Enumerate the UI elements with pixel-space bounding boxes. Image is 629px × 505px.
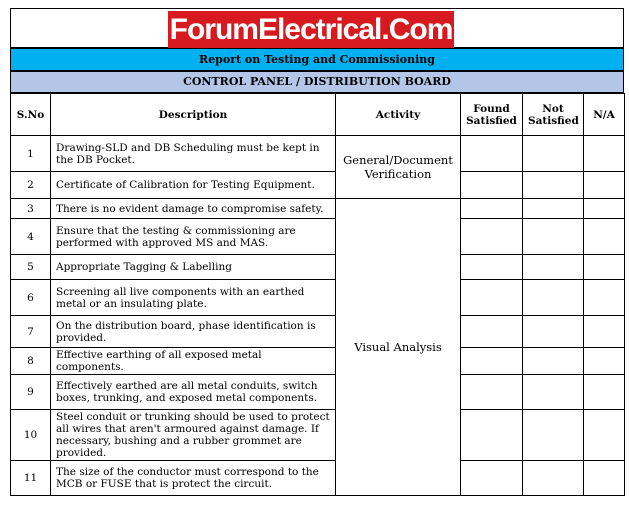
not-satisfied-cell[interactable] xyxy=(523,316,584,348)
not-satisfied-cell[interactable] xyxy=(523,136,584,172)
table-row xyxy=(11,410,625,461)
na-cell[interactable] xyxy=(584,348,625,375)
row-number: 2 xyxy=(11,172,51,199)
found-satisfied-cell[interactable] xyxy=(461,219,523,255)
row-number: 5 xyxy=(11,255,51,280)
table-row xyxy=(11,280,625,316)
row-description: On the distribution board, phase identification is provided. xyxy=(51,316,336,348)
activity-visual-analysis: Visual Analysis xyxy=(336,199,461,496)
header-activity: Activity xyxy=(336,94,461,136)
row-description: Drawing-SLD and DB Scheduling must be kept in the DB Pocket. xyxy=(51,136,336,172)
na-cell[interactable] xyxy=(584,199,625,219)
header-sno: S.No xyxy=(11,94,51,136)
row-description: Effectively earthed are all metal conduits, switch boxes, trunking, and exposed metal components. xyxy=(51,375,336,410)
row-number: 10 xyxy=(11,410,51,461)
header-found-satisfied: Found Satisfied xyxy=(461,94,523,136)
forum-electrical-logo: ForumElectrical.Com xyxy=(168,11,454,49)
found-satisfied-cell[interactable] xyxy=(461,461,523,496)
header-row xyxy=(11,94,625,136)
not-satisfied-cell[interactable] xyxy=(523,219,584,255)
table-row xyxy=(11,199,625,219)
row-number: 4 xyxy=(11,219,51,255)
row-description: Ensure that the testing & commissioning are performed with approved MS and MAS. xyxy=(51,219,336,255)
na-cell[interactable] xyxy=(584,461,625,496)
not-satisfied-cell[interactable] xyxy=(523,348,584,375)
table-row xyxy=(11,219,625,255)
found-satisfied-cell[interactable] xyxy=(461,199,523,219)
not-satisfied-cell[interactable] xyxy=(523,461,584,496)
found-satisfied-cell[interactable] xyxy=(461,375,523,410)
not-satisfied-cell[interactable] xyxy=(523,199,584,219)
na-cell[interactable] xyxy=(584,280,625,316)
header-not-satisfied: Not Satisfied xyxy=(523,94,584,136)
na-cell[interactable] xyxy=(584,136,625,172)
logo-band xyxy=(10,8,624,48)
row-number: 1 xyxy=(11,136,51,172)
found-satisfied-cell[interactable] xyxy=(461,410,523,461)
not-satisfied-cell[interactable] xyxy=(523,410,584,461)
table-row xyxy=(11,348,625,375)
found-satisfied-cell[interactable] xyxy=(461,316,523,348)
row-description: Steel conduit or trunking should be used to protect all wires that aren't armoured against damage. If necessary, bushing and a rubber grommet are provided. xyxy=(51,410,336,461)
section-title: CONTROL PANEL / DISTRIBUTION BOARD xyxy=(10,71,624,93)
row-description: There is no evident damage to compromise safety. xyxy=(51,199,336,219)
table-row xyxy=(11,375,625,410)
row-description: Appropriate Tagging & Labelling xyxy=(51,255,336,280)
table-row xyxy=(11,172,625,199)
not-satisfied-cell[interactable] xyxy=(523,375,584,410)
row-description: Screening all live components with an earthed metal or an insulating plate. xyxy=(51,280,336,316)
row-number: 9 xyxy=(11,375,51,410)
row-description: Certificate of Calibration for Testing Equipment. xyxy=(51,172,336,199)
table-row xyxy=(11,136,625,172)
not-satisfied-cell[interactable] xyxy=(523,255,584,280)
row-description: Effective earthing of all exposed metal components. xyxy=(51,348,336,375)
header-na: N/A xyxy=(584,94,625,136)
na-cell[interactable] xyxy=(584,219,625,255)
found-satisfied-cell[interactable] xyxy=(461,255,523,280)
row-number: 11 xyxy=(11,461,51,496)
found-satisfied-cell[interactable] xyxy=(461,136,523,172)
table-row xyxy=(11,255,625,280)
row-description: The size of the conductor must correspond to the MCB or FUSE that is protect the circuit. xyxy=(51,461,336,496)
row-number: 6 xyxy=(11,280,51,316)
not-satisfied-cell[interactable] xyxy=(523,172,584,199)
header-description: Description xyxy=(51,94,336,136)
na-cell[interactable] xyxy=(584,172,625,199)
table-row xyxy=(11,461,625,496)
na-cell[interactable] xyxy=(584,410,625,461)
found-satisfied-cell[interactable] xyxy=(461,280,523,316)
na-cell[interactable] xyxy=(584,316,625,348)
na-cell[interactable] xyxy=(584,255,625,280)
activity-general-document-verification: General/Document Verification xyxy=(336,136,461,199)
row-number: 3 xyxy=(11,199,51,219)
found-satisfied-cell[interactable] xyxy=(461,172,523,199)
found-satisfied-cell[interactable] xyxy=(461,348,523,375)
row-number: 8 xyxy=(11,348,51,375)
checklist-table xyxy=(10,93,625,496)
na-cell[interactable] xyxy=(584,375,625,410)
checklist-sheet xyxy=(10,8,624,496)
report-title: Report on Testing and Commissioning xyxy=(10,48,624,71)
table-row xyxy=(11,316,625,348)
not-satisfied-cell[interactable] xyxy=(523,280,584,316)
row-number: 7 xyxy=(11,316,51,348)
